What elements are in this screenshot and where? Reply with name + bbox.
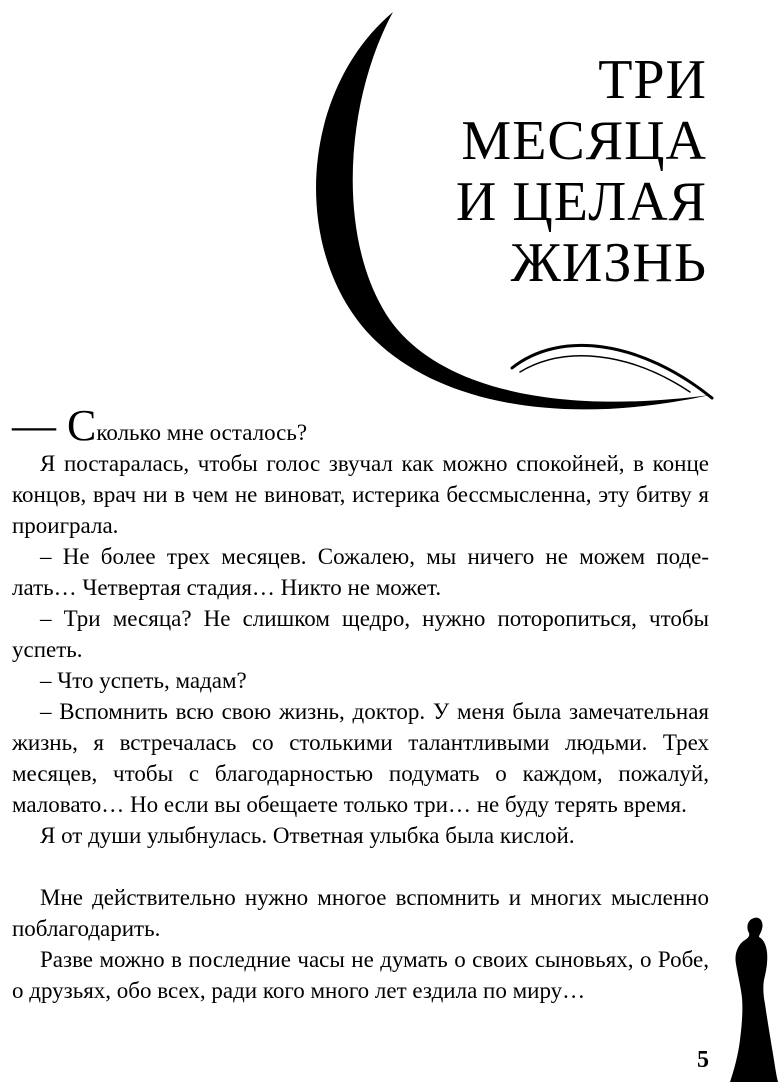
paragraph: – Вспомнить всю свою жизнь, доктор. У меня была замечательная жизнь, я встречалась со столькими талантливыми людьми. Трех месяцев, чтобы с благодарностью подумать о каждом, пожалуй, маловато… Но если вы обещаете только три… не буду терять время. <box>12 699 709 817</box>
paragraph-opening <box>12 401 709 450</box>
chapter-title-line: И ЦЕЛАЯ <box>455 171 707 233</box>
opening-text: колько мне осталось? <box>96 420 308 445</box>
chapter-title-line: ЖИЗНЬ <box>510 232 707 294</box>
drop-cap: С <box>67 401 97 450</box>
chapter-title-line: МЕСЯЦА <box>461 110 707 172</box>
paragraph: Разве можно в последние часы не думать о своих сыновьях, о Робе, о друзьях, обо всех, ради кого много лет ездила по миру… <box>12 947 709 1003</box>
paragraph: – Не более трех месяцев. Сожалею, мы ничего не можем поделать… Четвертая стадия… Никто не может. <box>12 544 709 600</box>
section-break <box>12 851 709 882</box>
chapter-title-line: ТРИ <box>598 49 707 111</box>
chapter-title <box>456 50 707 294</box>
opening-dash: — <box>12 401 67 450</box>
page-number: 5 <box>697 1047 709 1073</box>
paragraph: – Что успеть, мадам? <box>40 668 247 693</box>
paragraph: – Три месяца? Не слишком щедро, нужно поторопиться, чтобы успеть. <box>12 606 709 662</box>
paragraph: Я постаралась, чтобы голос звучал как можно спокойней, в конце концов, врач ни в чем не виноват, истерика бессмысленна, эту битву я проиграла. <box>12 451 709 538</box>
paragraph: Мне действительно нужно многое вспомнить и многих мысленно поблагодарить. <box>12 885 709 941</box>
paragraph: Я от души улыбнулась. Ответная улыбка была кислой. <box>40 823 575 848</box>
chapter-body <box>12 401 709 1006</box>
woman-silhouette-icon <box>726 914 778 1082</box>
